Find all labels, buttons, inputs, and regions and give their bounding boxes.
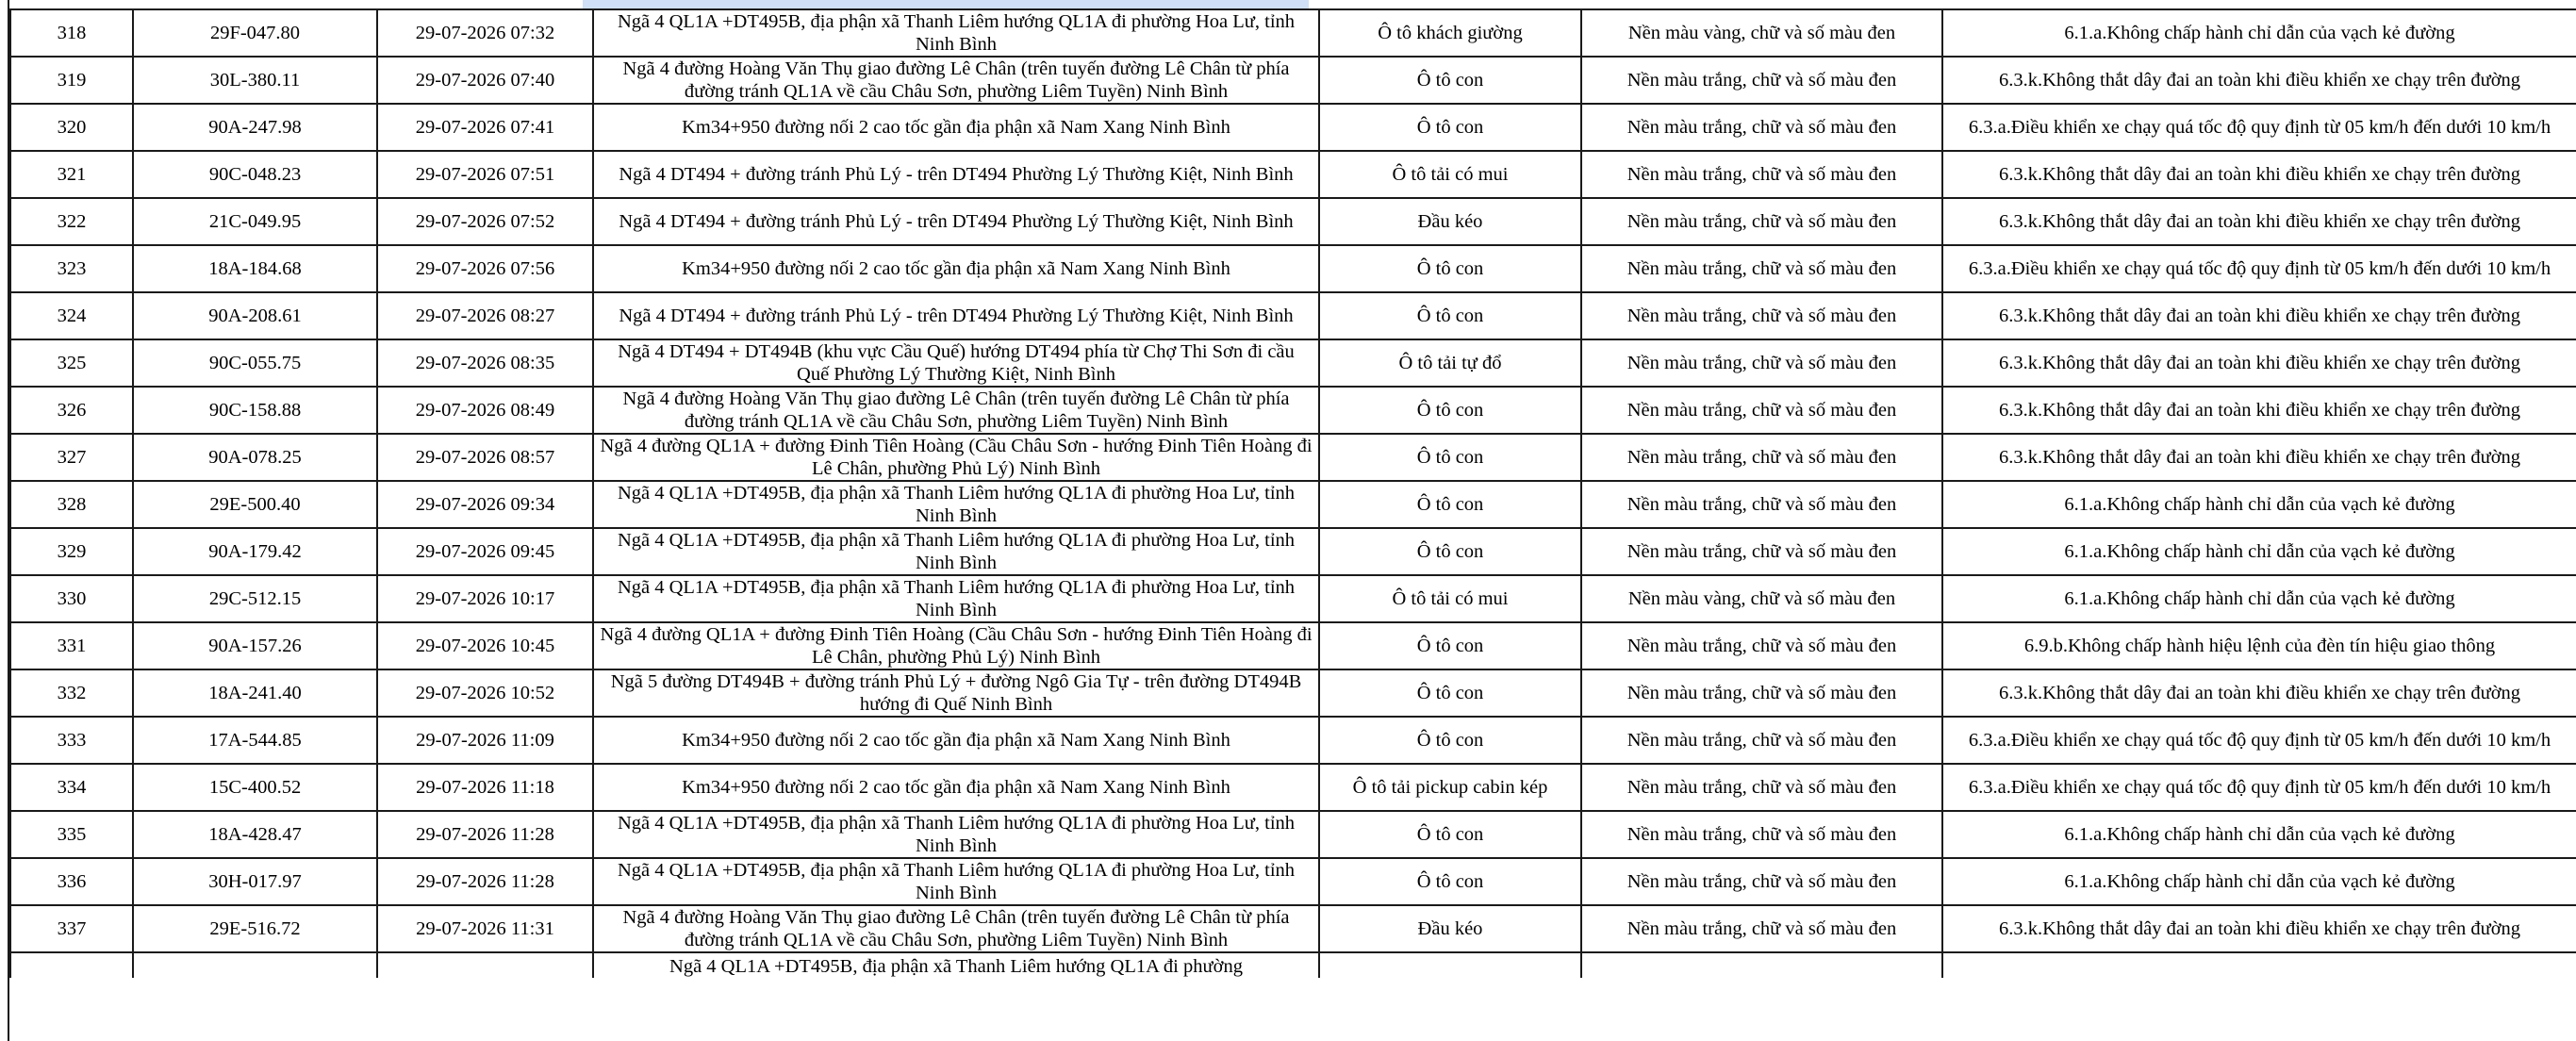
sheet-left-edge <box>0 0 9 1041</box>
cell-time[interactable]: 29-07-2026 10:45 <box>377 622 593 669</box>
cell-stt[interactable]: 325 <box>10 339 133 387</box>
cell-plate-color[interactable]: Nền màu trắng, chữ và số màu đen <box>1581 198 1942 245</box>
cell-violation[interactable]: 6.3.k.Không thắt dây đai an toàn khi điều khiển xe chạy trên đường <box>1942 905 2576 952</box>
cell-time[interactable]: 29-07-2026 10:17 <box>377 575 593 622</box>
cell-violation[interactable]: 6.9.b.Không chấp hành hiệu lệnh của đèn tín hiệu giao thông <box>1942 622 2576 669</box>
cell-vehicle-type[interactable]: Ô tô con <box>1319 245 1581 292</box>
table-row <box>10 9 2576 57</box>
cell-location[interactable]: Km34+950 đường nối 2 cao tốc gần địa phận xã Nam Xang Ninh Bình <box>593 245 1319 292</box>
cell-plate-color[interactable]: Nền màu trắng, chữ và số màu đen <box>1581 669 1942 717</box>
cell-plate[interactable]: 90A-247.98 <box>133 104 377 151</box>
cell-vehicle-type[interactable]: Ô tô con <box>1319 434 1581 481</box>
cell-plate-color[interactable]: Nền màu trắng, chữ và số màu đen <box>1581 245 1942 292</box>
table-body <box>10 9 2576 978</box>
cell-stt[interactable]: 319 <box>10 57 133 104</box>
cell-location[interactable]: Ngã 4 DT494 + đường tránh Phủ Lý - trên DT494 Phường Lý Thường Kiệt, Ninh Bình <box>593 292 1319 339</box>
cell-location[interactable]: Ngã 4 DT494 + đường tránh Phủ Lý - trên DT494 Phường Lý Thường Kiệt, Ninh Bình <box>593 151 1319 198</box>
cell-time[interactable]: 29-07-2026 08:27 <box>377 292 593 339</box>
cell-stt[interactable]: 318 <box>10 9 133 57</box>
cell-time[interactable]: 29-07-2026 11:28 <box>377 811 593 858</box>
cell-vehicle-type[interactable]: Ô tô khách giường <box>1319 9 1581 57</box>
table-row <box>10 481 2576 528</box>
cell-location[interactable]: Km34+950 đường nối 2 cao tốc gần địa phận xã Nam Xang Ninh Bình <box>593 764 1319 811</box>
cell-stt[interactable]: 322 <box>10 198 133 245</box>
cell-location[interactable]: Km34+950 đường nối 2 cao tốc gần địa phận xã Nam Xang Ninh Bình <box>593 104 1319 151</box>
cell-location[interactable]: Ngã 4 đường QL1A + đường Đinh Tiên Hoàng (Cầu Châu Sơn - hướng Đinh Tiên Hoàng đi Lê Chân, phường Phủ Lý) Ninh Bình <box>593 622 1319 669</box>
cell-violation[interactable]: 6.1.a.Không chấp hành chỉ dẫn của vạch kẻ đường <box>1942 481 2576 528</box>
cell-plate-color[interactable]: Nền màu trắng, chữ và số màu đen <box>1581 764 1942 811</box>
cell-stt[interactable]: 328 <box>10 481 133 528</box>
selected-column-highlight <box>583 0 1309 8</box>
cell-plate[interactable]: 29F-047.80 <box>133 9 377 57</box>
cell-time[interactable]: 29-07-2026 09:34 <box>377 481 593 528</box>
cell-plate-color[interactable]: Nền màu trắng, chữ và số màu đen <box>1581 811 1942 858</box>
cell-stt[interactable]: 330 <box>10 575 133 622</box>
cell-location[interactable]: Ngã 4 đường Hoàng Văn Thụ giao đường Lê Chân (trên tuyến đường Lê Chân từ phía đường tránh QL1A về cầu Châu Sơn, phường Liêm Tuyền) Ninh Bình <box>593 905 1319 952</box>
cell-location[interactable]: Ngã 4 QL1A +DT495B, địa phận xã Thanh Liêm hướng QL1A đi phường Hoa Lư, tỉnh Ninh Bình <box>593 481 1319 528</box>
cell-plate-color[interactable]: Nền màu trắng, chữ và số màu đen <box>1581 387 1942 434</box>
cell-violation[interactable]: 6.3.a.Điều khiển xe chạy quá tốc độ quy định từ 05 km/h đến dưới 10 km/h <box>1942 764 2576 811</box>
cell-location[interactable]: Ngã 4 DT494 + DT494B (khu vực Cầu Quế) hướng DT494 phía từ Chợ Thi Sơn đi cầu Quế Phường Lý Thường Kiệt, Ninh Bình <box>593 339 1319 387</box>
cell-violation[interactable]: 6.1.a.Không chấp hành chỉ dẫn của vạch kẻ đường <box>1942 858 2576 905</box>
cell-plate[interactable]: 30H-017.97 <box>133 858 377 905</box>
table-row <box>10 764 2576 811</box>
cell-violation[interactable]: 6.3.k.Không thắt dây đai an toàn khi điều khiển xe chạy trên đường <box>1942 339 2576 387</box>
cell-plate[interactable]: 18A-184.68 <box>133 245 377 292</box>
cell-stt[interactable]: 323 <box>10 245 133 292</box>
cell-stt[interactable]: 327 <box>10 434 133 481</box>
cell-stt[interactable]: 324 <box>10 292 133 339</box>
cell-plate[interactable]: 90A-157.26 <box>133 622 377 669</box>
cell-violation[interactable]: 6.3.a.Điều khiển xe chạy quá tốc độ quy định từ 05 km/h đến dưới 10 km/h <box>1942 104 2576 151</box>
cell-vehicle-type[interactable]: Ô tô tải tự đổ <box>1319 339 1581 387</box>
cell-stt[interactable]: 331 <box>10 622 133 669</box>
cell-plate[interactable]: 90A-078.25 <box>133 434 377 481</box>
cell-time[interactable]: 29-07-2026 07:32 <box>377 9 593 57</box>
cell-plate-color[interactable]: Nền màu trắng, chữ và số màu đen <box>1581 104 1942 151</box>
cell-location[interactable]: Ngã 4 QL1A +DT495B, địa phận xã Thanh Liêm hướng QL1A đi phường Hoa Lư, tỉnh Ninh Bình <box>593 811 1319 858</box>
cell-plate-color[interactable]: Nền màu trắng, chữ và số màu đen <box>1581 434 1942 481</box>
cell-location[interactable]: Ngã 4 đường QL1A + đường Đinh Tiên Hoàng (Cầu Châu Sơn - hướng Đinh Tiên Hoàng đi Lê Chân, phường Phủ Lý) Ninh Bình <box>593 434 1319 481</box>
cell-stt[interactable]: 329 <box>10 528 133 575</box>
cell-plate[interactable]: 29C-512.15 <box>133 575 377 622</box>
cell-plate[interactable]: 17A-544.85 <box>133 717 377 764</box>
violation-table <box>9 8 2576 978</box>
cell-plate-color[interactable]: Nền màu trắng, chữ và số màu đen <box>1581 905 1942 952</box>
cell-plate-color[interactable] <box>1581 952 1942 978</box>
cell-time[interactable] <box>377 952 593 978</box>
cell-plate-color[interactable]: Nền màu vàng, chữ và số màu đen <box>1581 575 1942 622</box>
cell-plate[interactable]: 18A-428.47 <box>133 811 377 858</box>
cell-violation[interactable] <box>1942 952 2576 978</box>
cell-plate-color[interactable]: Nền màu trắng, chữ và số màu đen <box>1581 292 1942 339</box>
table-row <box>10 575 2576 622</box>
cell-location[interactable]: Ngã 4 DT494 + đường tránh Phủ Lý - trên DT494 Phường Lý Thường Kiệt, Ninh Bình <box>593 198 1319 245</box>
cell-vehicle-type[interactable]: Ô tô con <box>1319 292 1581 339</box>
cell-violation[interactable]: 6.3.k.Không thắt dây đai an toàn khi điều khiển xe chạy trên đường <box>1942 292 2576 339</box>
cell-vehicle-type[interactable]: Ô tô con <box>1319 622 1581 669</box>
cell-plate-color[interactable]: Nền màu trắng, chữ và số màu đen <box>1581 481 1942 528</box>
cell-plate-color[interactable]: Nền màu vàng, chữ và số màu đen <box>1581 9 1942 57</box>
cell-plate[interactable]: 21C-049.95 <box>133 198 377 245</box>
cell-vehicle-type[interactable]: Ô tô tải có mui <box>1319 575 1581 622</box>
cell-vehicle-type[interactable]: Ô tô con <box>1319 387 1581 434</box>
cell-plate[interactable]: 90A-208.61 <box>133 292 377 339</box>
cell-time[interactable]: 29-07-2026 07:41 <box>377 104 593 151</box>
cell-stt[interactable]: 335 <box>10 811 133 858</box>
cell-stt[interactable]: 321 <box>10 151 133 198</box>
cell-plate[interactable]: 18A-241.40 <box>133 669 377 717</box>
cell-vehicle-type[interactable]: Ô tô tải có mui <box>1319 151 1581 198</box>
cell-location[interactable]: Km34+950 đường nối 2 cao tốc gần địa phận xã Nam Xang Ninh Bình <box>593 717 1319 764</box>
cell-vehicle-type[interactable]: Đầu kéo <box>1319 198 1581 245</box>
table-row <box>10 858 2576 905</box>
cell-stt[interactable]: 332 <box>10 669 133 717</box>
cell-stt[interactable]: 336 <box>10 858 133 905</box>
cell-vehicle-type[interactable]: Ô tô tải pickup cabin kép <box>1319 764 1581 811</box>
cell-location[interactable]: Ngã 4 đường Hoàng Văn Thụ giao đường Lê Chân (trên tuyến đường Lê Chân từ phía đường tránh QL1A về cầu Châu Sơn, phường Liêm Tuyền) Ninh Bình <box>593 387 1319 434</box>
table-row <box>10 292 2576 339</box>
cell-plate[interactable]: 90C-055.75 <box>133 339 377 387</box>
cell-vehicle-type[interactable]: Ô tô con <box>1319 57 1581 104</box>
cell-vehicle-type[interactable]: Ô tô con <box>1319 669 1581 717</box>
cell-plate[interactable] <box>133 952 377 978</box>
cell-plate-color[interactable]: Nền màu trắng, chữ và số màu đen <box>1581 57 1942 104</box>
cell-time[interactable]: 29-07-2026 07:56 <box>377 245 593 292</box>
cell-time[interactable]: 29-07-2026 09:45 <box>377 528 593 575</box>
table-row <box>10 339 2576 387</box>
cell-location[interactable] <box>593 952 1319 978</box>
cell-time[interactable]: 29-07-2026 08:35 <box>377 339 593 387</box>
cell-violation[interactable]: 6.1.a.Không chấp hành chỉ dẫn của vạch kẻ đường <box>1942 811 2576 858</box>
cell-location[interactable]: Ngã 4 QL1A +DT495B, địa phận xã Thanh Liêm hướng QL1A đi phường Hoa Lư, tỉnh Ninh Bình <box>593 858 1319 905</box>
cell-plate-color[interactable]: Nền màu trắng, chữ và số màu đen <box>1581 717 1942 764</box>
table-row <box>10 528 2576 575</box>
table-row <box>10 905 2576 952</box>
cell-stt[interactable]: 333 <box>10 717 133 764</box>
cell-plate-color[interactable]: Nền màu trắng, chữ và số màu đen <box>1581 858 1942 905</box>
table-row <box>10 245 2576 292</box>
cell-time[interactable]: 29-07-2026 07:52 <box>377 198 593 245</box>
cell-vehicle-type[interactable]: Ô tô con <box>1319 528 1581 575</box>
cell-stt[interactable] <box>10 952 133 978</box>
cell-time[interactable]: 29-07-2026 08:49 <box>377 387 593 434</box>
cell-time[interactable]: 29-07-2026 11:28 <box>377 858 593 905</box>
cell-location[interactable]: Ngã 4 QL1A +DT495B, địa phận xã Thanh Liêm hướng QL1A đi phường Hoa Lư, tỉnh Ninh Bình <box>593 9 1319 57</box>
cell-stt[interactable]: 337 <box>10 905 133 952</box>
table-row <box>10 198 2576 245</box>
cell-vehicle-type[interactable]: Ô tô con <box>1319 104 1581 151</box>
cell-plate[interactable]: 30L-380.11 <box>133 57 377 104</box>
cell-time[interactable]: 29-07-2026 07:40 <box>377 57 593 104</box>
cell-time[interactable]: 29-07-2026 11:18 <box>377 764 593 811</box>
cell-location[interactable]: Ngã 4 QL1A +DT495B, địa phận xã Thanh Liêm hướng QL1A đi phường Hoa Lư, tỉnh Ninh Bình <box>593 528 1319 575</box>
cell-stt[interactable]: 326 <box>10 387 133 434</box>
cell-location[interactable]: Ngã 5 đường DT494B + đường tránh Phủ Lý + đường Ngô Gia Tự - trên đường DT494B hướng đi Quế Ninh Bình <box>593 669 1319 717</box>
table-row <box>10 387 2576 434</box>
cell-violation[interactable]: 6.1.a.Không chấp hành chỉ dẫn của vạch kẻ đường <box>1942 575 2576 622</box>
cell-location[interactable]: Ngã 4 QL1A +DT495B, địa phận xã Thanh Liêm hướng QL1A đi phường Hoa Lư, tỉnh Ninh Bình <box>593 575 1319 622</box>
cell-violation[interactable]: 6.3.k.Không thắt dây đai an toàn khi điều khiển xe chạy trên đường <box>1942 669 2576 717</box>
table-row <box>10 622 2576 669</box>
cell-plate[interactable]: 90C-158.88 <box>133 387 377 434</box>
cell-violation[interactable]: 6.3.a.Điều khiển xe chạy quá tốc độ quy định từ 05 km/h đến dưới 10 km/h <box>1942 245 2576 292</box>
table-row <box>10 811 2576 858</box>
cell-plate-color[interactable]: Nền màu trắng, chữ và số màu đen <box>1581 151 1942 198</box>
table-row <box>10 151 2576 198</box>
cell-violation[interactable]: 6.1.a.Không chấp hành chỉ dẫn của vạch kẻ đường <box>1942 528 2576 575</box>
cell-vehicle-type[interactable]: Ô tô con <box>1319 811 1581 858</box>
cell-violation[interactable]: 6.3.k.Không thắt dây đai an toàn khi điều khiển xe chạy trên đường <box>1942 434 2576 481</box>
table-row <box>10 57 2576 104</box>
cell-stt[interactable]: 334 <box>10 764 133 811</box>
cell-location[interactable]: Ngã 4 đường Hoàng Văn Thụ giao đường Lê Chân (trên tuyến đường Lê Chân từ phía đường tránh QL1A về cầu Châu Sơn, phường Liêm Tuyền) Ninh Bình <box>593 57 1319 104</box>
cell-plate[interactable]: 29E-516.72 <box>133 905 377 952</box>
cell-vehicle-type[interactable]: Ô tô con <box>1319 481 1581 528</box>
cell-plate[interactable]: 29E-500.40 <box>133 481 377 528</box>
cell-time[interactable]: 29-07-2026 11:31 <box>377 905 593 952</box>
cell-plate[interactable]: 90A-179.42 <box>133 528 377 575</box>
cell-location-text: Ngã 4 QL1A +DT495B, địa phận xã Thanh Liêm hướng QL1A đi phường <box>669 956 1243 977</box>
cell-time[interactable]: 29-07-2026 10:52 <box>377 669 593 717</box>
table-row <box>10 104 2576 151</box>
cell-plate-color[interactable]: Nền màu trắng, chữ và số màu đen <box>1581 622 1942 669</box>
cell-plate[interactable]: 15C-400.52 <box>133 764 377 811</box>
cell-plate-color[interactable]: Nền màu trắng, chữ và số màu đen <box>1581 339 1942 387</box>
cell-vehicle-type[interactable]: Ô tô con <box>1319 858 1581 905</box>
table-row <box>10 717 2576 764</box>
cell-plate[interactable]: 90C-048.23 <box>133 151 377 198</box>
cell-violation[interactable]: 6.3.a.Điều khiển xe chạy quá tốc độ quy định từ 05 km/h đến dưới 10 km/h <box>1942 717 2576 764</box>
cell-vehicle-type[interactable]: Đầu kéo <box>1319 905 1581 952</box>
cell-time[interactable]: 29-07-2026 07:51 <box>377 151 593 198</box>
cell-violation[interactable]: 6.3.k.Không thắt dây đai an toàn khi điều khiển xe chạy trên đường <box>1942 57 2576 104</box>
table-row <box>10 434 2576 481</box>
cell-violation[interactable]: 6.1.a.Không chấp hành chỉ dẫn của vạch kẻ đường <box>1942 9 2576 57</box>
cell-violation[interactable]: 6.3.k.Không thắt dây đai an toàn khi điều khiển xe chạy trên đường <box>1942 198 2576 245</box>
table-row-partial <box>10 952 2576 978</box>
cell-violation[interactable]: 6.3.k.Không thắt dây đai an toàn khi điều khiển xe chạy trên đường <box>1942 151 2576 198</box>
cell-vehicle-type[interactable] <box>1319 952 1581 978</box>
cell-time[interactable]: 29-07-2026 11:09 <box>377 717 593 764</box>
cell-time[interactable]: 29-07-2026 08:57 <box>377 434 593 481</box>
table-row <box>10 669 2576 717</box>
cell-stt[interactable]: 320 <box>10 104 133 151</box>
cell-vehicle-type[interactable]: Ô tô con <box>1319 717 1581 764</box>
cell-plate-color[interactable]: Nền màu trắng, chữ và số màu đen <box>1581 528 1942 575</box>
cell-violation[interactable]: 6.3.k.Không thắt dây đai an toàn khi điều khiển xe chạy trên đường <box>1942 387 2576 434</box>
